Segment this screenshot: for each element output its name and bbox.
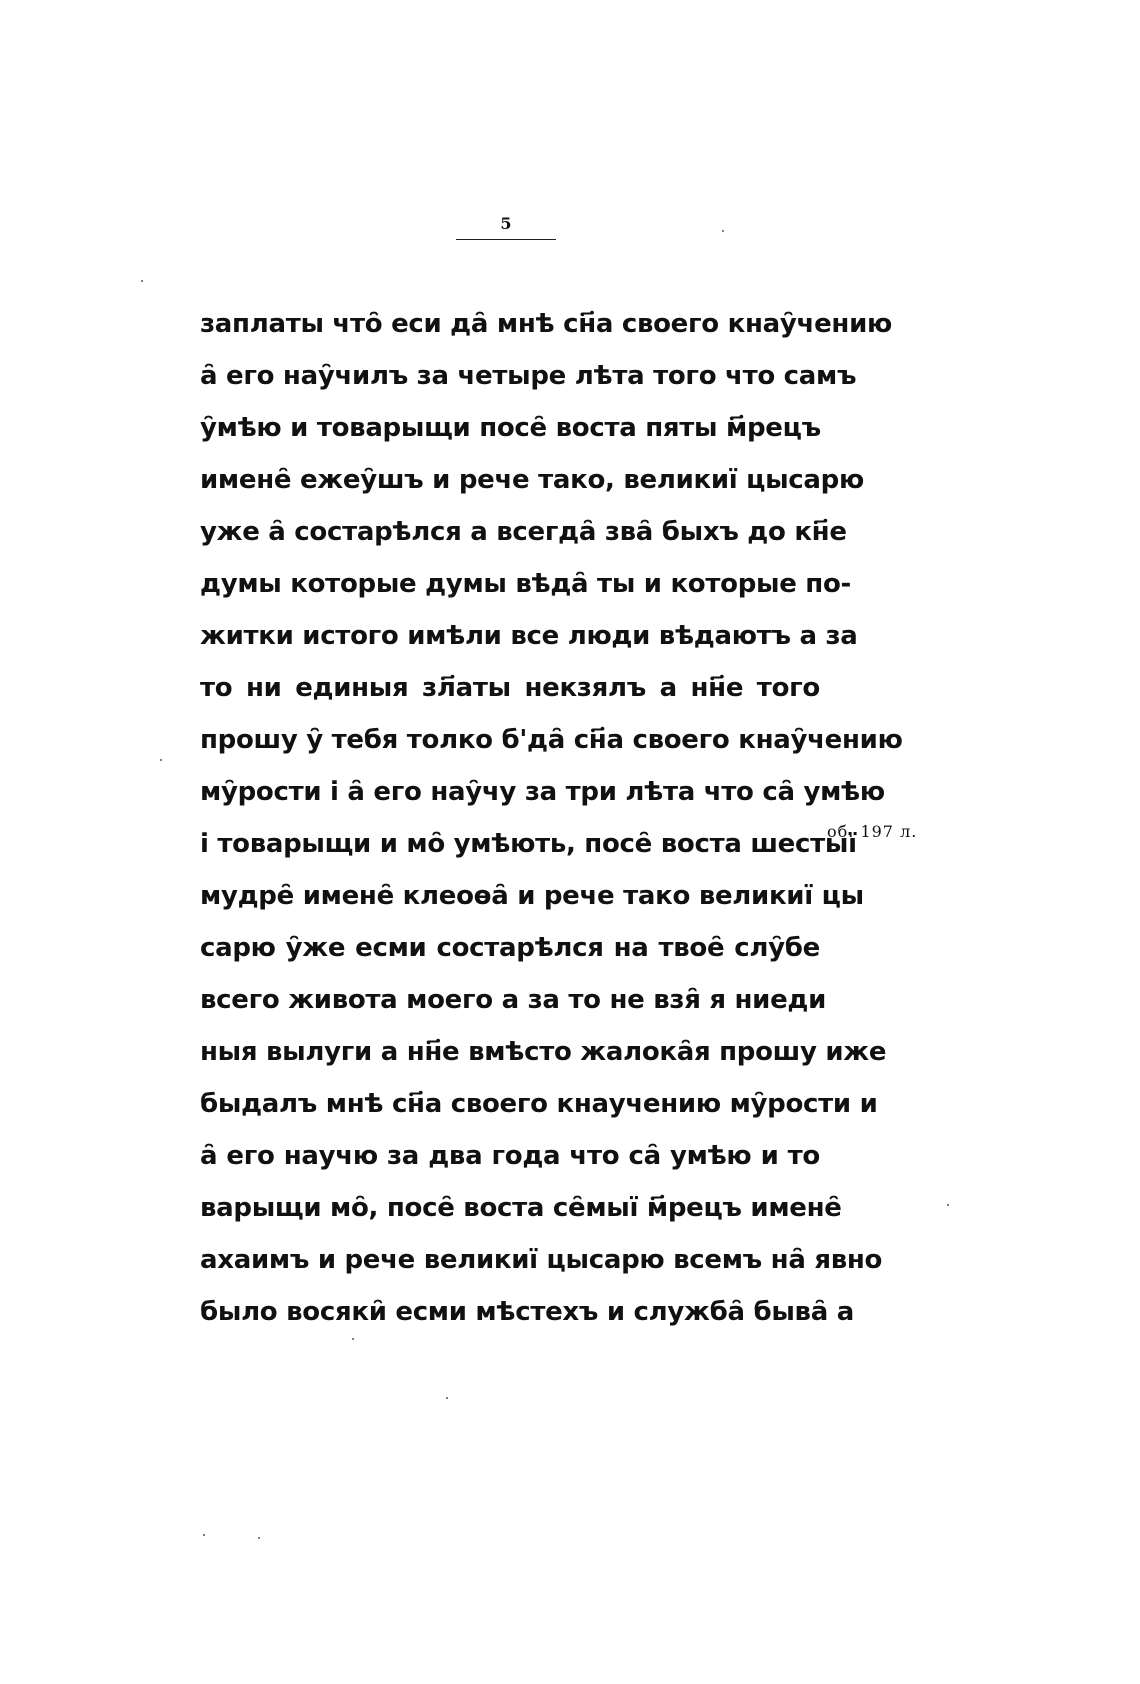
- text-line: заплаты что̑ еси да̑ мнѣ сн҃а своего кнау̑чению: [200, 309, 892, 339]
- paper-speck: [141, 280, 143, 282]
- text-line: прошу у̑ тебя толко б'да̑ сн҃а своего кнау̑чению: [200, 725, 903, 755]
- paper-speck: [160, 759, 162, 761]
- text-line: думы которые думы вѣда̑ ты и которые по-: [200, 569, 852, 599]
- text-line: уже а̑ состарѣлся а всегда̑ зва̑ быхъ до кн҃е: [200, 517, 847, 547]
- text-line: быдалъ мнѣ сн҃а своего кнаучению му̑рости и: [200, 1089, 878, 1119]
- page-number: 5: [500, 214, 512, 233]
- paper-speck: [352, 1338, 354, 1340]
- paper-speck: [722, 230, 724, 232]
- text-line: му̑рости і а̑ его нау̑чу за три лѣта что са̑ умѣю: [200, 777, 885, 807]
- text-line: а̑ его научю за два года что са̑ умѣю и то: [200, 1141, 820, 1171]
- text-line: а̑ его нау̑чилъ за четыре лѣта того что самъ: [200, 361, 857, 391]
- text-line: было восяки̑ есми мѣстехъ и служба̑ быва̑ а: [200, 1297, 854, 1327]
- text-line: у̑мѣю и товарыщи посе̑ воста пяты м҃рецъ: [200, 413, 821, 443]
- text-line: то ни единыя зл҃аты некзялъ а нн҃е того: [200, 673, 820, 703]
- paper-speck: [258, 1537, 260, 1539]
- text-line: имене̑ ежеу̑шъ и рече тако, великиї цысарю: [200, 465, 864, 495]
- text-line: всего живота моего а за то не взя̑ я ниеди: [200, 985, 827, 1015]
- text-line: житки истого имѣли все люди вѣдаютъ а за: [200, 621, 858, 651]
- text-line: варыщи мо̑, посе̑ воста се̑мыї м҃рецъ имене̑: [200, 1193, 842, 1223]
- text-line: мудре̑ имене̑ клеоѳа̑ и рече тако великиї цы: [200, 881, 864, 911]
- page-number-rule: [456, 239, 556, 240]
- folio-margin-note: об. 197 л.: [827, 822, 918, 841]
- paper-speck: [947, 1204, 949, 1206]
- text-line: сарю у̑же есми состарѣлся на твое̑ слу̑бе: [200, 933, 820, 963]
- paper-speck: [203, 1534, 205, 1536]
- text-line: і товарыщи и мо̑ умѣють, посе̑ воста шестыї: [200, 829, 857, 859]
- text-line: ныя вылуги а нн҃е вмѣсто жалока̑я прошу иже: [200, 1037, 887, 1067]
- paper-speck: [446, 1397, 448, 1399]
- text-line: ахаимъ и рече великиї цысарю всемъ на̑ явно: [200, 1245, 883, 1275]
